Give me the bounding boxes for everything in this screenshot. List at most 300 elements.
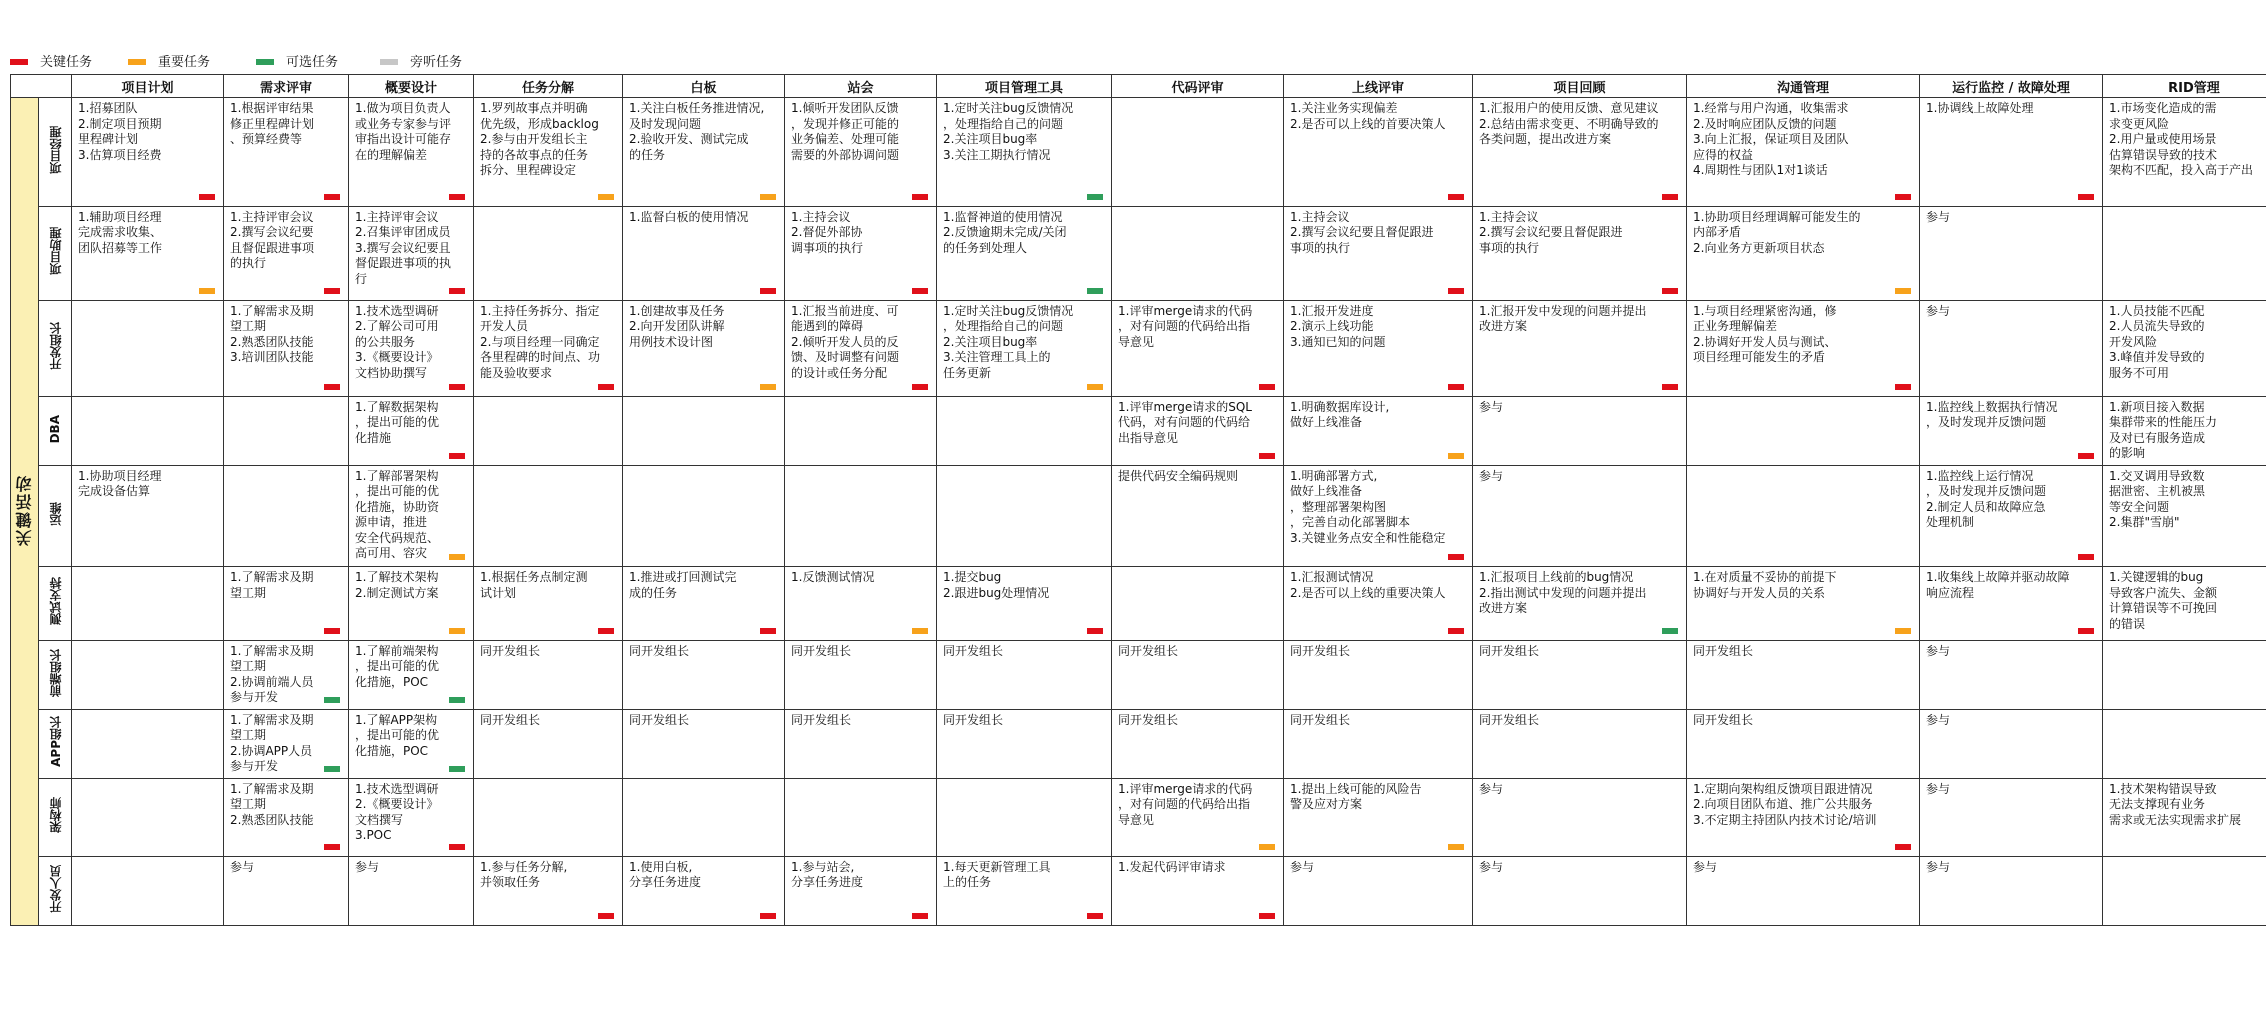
col-header-project-plan: 项目计划 <box>72 75 224 98</box>
task-tag-red <box>912 913 928 919</box>
cell-text <box>72 710 223 713</box>
cell-text <box>224 397 348 400</box>
cell-text: 1.监控线上运行情况 ，及时发现并反馈问题 2.制定人员和故障应急 处理机制 <box>1926 468 2047 530</box>
table-cell <box>72 206 224 300</box>
table-cell <box>2103 206 2266 300</box>
legend-swatch <box>380 59 398 65</box>
cell-text <box>785 466 936 469</box>
cell-text <box>72 567 223 570</box>
cell-text: 1.根据评审结果 修正里程碑计划 、预算经费等 <box>230 101 315 146</box>
task-tag-red <box>1259 913 1275 919</box>
cell-text: 参与 <box>1479 859 1504 874</box>
table-cell <box>1473 567 1687 640</box>
task-tag-red <box>1662 288 1678 294</box>
cell-text: 1.评审merge请求的代码 ，对有问题的代码给出指 导意见 <box>1118 781 1253 827</box>
task-tag-green <box>1087 288 1103 294</box>
row-header <box>39 709 72 778</box>
col-header-monitoring: 运行监控 / 故障处理 <box>1920 75 2103 98</box>
cell-text <box>1112 207 1283 210</box>
task-tag-red <box>1259 453 1275 459</box>
cell-text: 1.做为项目负责人 或业务专家参与评 审指出设计可能存 在的理解偏差 <box>355 101 452 162</box>
table-cell <box>349 98 474 207</box>
cell-text: 同开发组长 <box>480 712 541 727</box>
legend-swatch <box>10 59 28 65</box>
task-tag-red <box>1662 194 1678 200</box>
cell-text: 1.提交bug 2.跟进bug处理情况 <box>943 570 1050 600</box>
table-row <box>11 778 2266 856</box>
side-label: 关键活动 <box>15 473 34 546</box>
cell-text: 1.主持任务拆分、指定 开发人员 2.与项目经理一同确定 各里程碑的时间点、功 能及验收要求 <box>480 303 601 380</box>
table-cell <box>1920 465 2103 566</box>
table-cell <box>474 98 623 207</box>
cell-text: 参与 <box>1479 781 1504 796</box>
table-row <box>11 98 2266 207</box>
cell-text: 1.收集线上故障并驱动故障 响应流程 <box>1926 570 2070 600</box>
legend-label: 可选任务 <box>286 55 339 70</box>
cell-text: 同开发组长 <box>629 643 690 658</box>
task-tag-orange <box>598 194 614 200</box>
legend-label: 重要任务 <box>158 55 211 70</box>
table-cell <box>1920 567 2103 640</box>
table-cell <box>349 465 474 566</box>
table-cell <box>1284 567 1473 640</box>
cell-text <box>2103 641 2266 644</box>
row-label: 测试支持 <box>48 577 63 626</box>
cell-text: 1.汇报开发进度 2.演示上线功能 3.通知已知的问题 <box>1290 303 1386 349</box>
task-tag-red <box>912 384 928 390</box>
table-cell <box>349 206 474 300</box>
task-tag-red <box>912 194 928 200</box>
col-header-requirement-review: 需求评审 <box>224 75 349 98</box>
cell-text: 参与 <box>1693 859 1718 874</box>
cell-text: 1.了解需求及期 望工期 2.熟悉团队技能 <box>230 781 314 827</box>
cell-text: 1.推进或打回测试完 成的任务 <box>629 570 737 600</box>
row-header <box>39 567 72 640</box>
cell-text: 1.参与任务分解, 并领取任务 <box>480 859 568 890</box>
task-tag-red <box>449 288 465 294</box>
row-label: 架构师 <box>48 797 63 834</box>
cell-text: 1.协调线上故障处理 <box>1926 101 2034 115</box>
table-cell <box>785 856 937 925</box>
table-cell <box>785 567 937 640</box>
cell-text: 参与 <box>1479 468 1504 483</box>
task-tag-orange <box>760 194 776 200</box>
task-tag-red <box>324 194 340 200</box>
table-cell <box>1284 98 1473 207</box>
table-cell <box>1687 206 1920 300</box>
task-tag-red <box>449 194 465 200</box>
table-cell <box>72 465 224 566</box>
table-cell <box>224 396 349 465</box>
cell-text <box>72 779 223 782</box>
cell-text <box>72 397 223 400</box>
task-tag-red <box>760 628 776 634</box>
cell-text: 同开发组长 <box>1290 712 1351 727</box>
cell-text <box>224 466 348 469</box>
table-row <box>11 709 2266 778</box>
table-cell <box>1687 396 1920 465</box>
task-tag-red <box>2078 194 2094 200</box>
cell-text: 1.招募团队 2.制定项目预期 里程碑计划 3.估算项目经费 <box>78 101 162 162</box>
col-header-standup: 站会 <box>785 75 937 98</box>
cell-text: 1.汇报开发中发现的问题并提出 改进方案 <box>1479 303 1647 334</box>
table-cell <box>474 206 623 300</box>
cell-text: 1.了解技术架构 2.制定测试方案 <box>355 570 439 600</box>
cell-text <box>2103 710 2266 713</box>
row-label: 开发人员 <box>48 864 63 913</box>
cell-text: 1.主持会议 2.督促外部协 调事项的执行 <box>791 209 864 255</box>
row-header <box>39 778 72 856</box>
cell-text: 同开发组长 <box>1693 712 1754 727</box>
table-cell <box>224 640 349 709</box>
task-tag-green <box>1662 628 1678 634</box>
row-label: 运维 <box>48 502 63 527</box>
task-tag-red <box>1087 628 1103 634</box>
table-cell <box>1473 465 1687 566</box>
task-tag-green <box>324 766 340 772</box>
task-tag-red <box>449 453 465 459</box>
corner-cell <box>11 75 72 98</box>
table-cell <box>937 98 1112 207</box>
cell-text: 同开发组长 <box>1290 643 1351 658</box>
table-cell <box>623 567 785 640</box>
table-cell <box>1473 300 1687 396</box>
table-cell <box>474 300 623 396</box>
table-cell <box>1473 206 1687 300</box>
cell-text: 1.了解需求及期 望工期 <box>230 570 314 600</box>
task-tag-red <box>2078 628 2094 634</box>
col-header-whiteboard: 白板 <box>623 75 785 98</box>
table-cell <box>1112 709 1284 778</box>
table-cell <box>785 709 937 778</box>
cell-text: 1.在对质量不妥协的前提下 协调好与开发人员的关系 <box>1693 570 1837 600</box>
cell-text: 1.使用白板, 分享任务进度 <box>629 859 702 890</box>
table-cell <box>937 206 1112 300</box>
table-cell <box>937 567 1112 640</box>
cell-text: 1.监控线上数据执行情况 ，及时发现并反馈问题 <box>1926 399 2058 430</box>
table-cell <box>1284 206 1473 300</box>
col-header-pm-tool: 项目管理工具 <box>937 75 1112 98</box>
cell-text <box>474 466 622 469</box>
cell-text: 1.反馈测试情况 <box>791 570 875 585</box>
task-tag-red <box>1662 384 1678 390</box>
cell-text: 1.交叉调用导致数 据泄密、主机被黑 等安全问题 2.集群"雪崩" <box>2109 468 2206 530</box>
table-cell <box>1687 465 1920 566</box>
cell-text: 1.汇报用户的使用反馈、意见建议 2.总结由需求变更、不明确导致的 各类问题，提出改进方案 <box>1479 101 1659 146</box>
table-cell <box>2103 640 2266 709</box>
task-tag-orange <box>1895 288 1911 294</box>
task-tag-red <box>324 628 340 634</box>
table-cell <box>2103 778 2266 856</box>
task-tag-red <box>912 288 928 294</box>
table-cell <box>72 856 224 925</box>
task-tag-red <box>1448 194 1464 200</box>
table-cell <box>2103 856 2266 925</box>
row-header <box>39 206 72 300</box>
table-cell <box>474 709 623 778</box>
cell-text: 1.了解需求及期 望工期 2.协调APP人员 参与开发 <box>230 712 314 774</box>
table-cell <box>1284 709 1473 778</box>
task-tag-red <box>1448 554 1464 560</box>
table-cell <box>474 567 623 640</box>
table-cell <box>224 465 349 566</box>
table-cell <box>224 206 349 300</box>
table-cell <box>785 206 937 300</box>
table-cell <box>1920 300 2103 396</box>
table-cell <box>937 856 1112 925</box>
col-header-rid: RID管理 <box>2103 75 2266 98</box>
task-tag-red <box>1895 844 1911 850</box>
cell-text <box>1112 98 1283 101</box>
row-header <box>39 396 72 465</box>
cell-text: 1.主持会议 2.撰写会议纪要且督促跟进 事项的执行 <box>1479 209 1623 255</box>
table-cell <box>623 396 785 465</box>
col-header-retrospective: 项目回顾 <box>1473 75 1687 98</box>
cell-text: 参与 <box>1926 303 1951 318</box>
task-tag-orange <box>1448 453 1464 459</box>
table-cell <box>785 640 937 709</box>
table-cell <box>1473 396 1687 465</box>
cell-text: 参与 <box>355 859 380 874</box>
task-tag-orange <box>912 628 928 634</box>
table-cell <box>785 300 937 396</box>
table-cell <box>72 640 224 709</box>
table-cell <box>1920 640 2103 709</box>
cell-text: 1.每天更新管理工具 上的任务 <box>943 859 1051 890</box>
row-label: DBA <box>48 414 62 444</box>
cell-text: 1.了解需求及期 望工期 2.熟悉团队技能 3.培训团队技能 <box>230 303 314 365</box>
cell-text: 1.与项目经理紧密沟通，修 正业务理解偏差 2.协调好开发人员与测试、 项目经理可能发生的矛盾 <box>1693 303 1837 365</box>
cell-text <box>1687 397 1919 400</box>
task-tag-green <box>1087 194 1103 200</box>
cell-text: 1.人员技能不匹配 2.人员流失导致的 开发风险 3.峰值并发导致的 服务不可用 <box>2109 303 2205 380</box>
cell-text: 1.参与站会, 分享任务进度 <box>791 859 864 890</box>
table-cell <box>937 300 1112 396</box>
table-cell <box>1112 206 1284 300</box>
cell-text <box>785 779 936 782</box>
cell-text: 同开发组长 <box>1693 643 1754 658</box>
activity-matrix <box>10 74 2266 926</box>
task-tag-orange <box>449 554 465 560</box>
cell-text: 1.主持会议 2.撰写会议纪要且督促跟进 事项的执行 <box>1290 209 1434 255</box>
table-cell <box>1473 98 1687 207</box>
cell-text: 1.技术选型调研 2.了解公司可用 的公共服务 3.《概要设计》 文档协助撰写 <box>355 303 439 380</box>
table-cell <box>1112 300 1284 396</box>
cell-text: 1.发起代码评审请求 <box>1118 859 1226 874</box>
row-header <box>39 856 72 925</box>
table-cell <box>937 465 1112 566</box>
table-cell <box>2103 98 2266 207</box>
table-cell <box>72 98 224 207</box>
table-cell <box>1687 640 1920 709</box>
cell-text: 1.创建故事及任务 2.向开发团队讲解 用例技术设计图 <box>629 303 725 349</box>
col-header-communication: 沟通管理 <box>1687 75 1920 98</box>
cell-text: 1.协助项目经理调解可能发生的 内部矛盾 2.向业务方更新项目状态 <box>1693 209 1861 255</box>
cell-text: 1.了解数据架构 ，提出可能的优 化措施 <box>355 399 440 445</box>
table-cell <box>224 300 349 396</box>
table-cell <box>1112 640 1284 709</box>
legend-swatch <box>128 59 146 65</box>
cell-text: 1.了解前端架构 ，提出可能的优 化措施，POC <box>355 643 440 689</box>
cell-text: 1.监督白板的使用情况 <box>629 209 749 224</box>
cell-text: 1.定时关注bug反馈情况 ，处理指给自己的问题 2.关注项目bug率 3.关注管理工具上的 任务更新 <box>943 303 1074 380</box>
table-row <box>11 300 2266 396</box>
table-cell <box>349 396 474 465</box>
task-tag-orange <box>760 384 776 390</box>
cell-text: 1.监督神道的使用情况 2.反馈逾期未完成/关闭 的任务到处理人 <box>943 209 1067 255</box>
cell-text: 1.关注业务实现偏差 2.是否可以上线的首要决策人 <box>1290 101 1446 131</box>
col-header-outline-design: 概要设计 <box>349 75 474 98</box>
task-tag-green <box>324 697 340 703</box>
cell-text: 同开发组长 <box>480 643 541 658</box>
cell-text: 参与 <box>1926 209 1951 224</box>
cell-text: 1.倾听开发团队反馈 ，发现并修正可能的 业务偏差、处理可能 需要的外部协调问题 <box>791 101 900 162</box>
table-cell <box>1920 206 2103 300</box>
table-row <box>11 567 2266 640</box>
table-cell <box>1687 567 1920 640</box>
table-cell <box>474 778 623 856</box>
table-cell <box>349 709 474 778</box>
table-row <box>11 640 2266 709</box>
cell-text: 同开发组长 <box>943 643 1004 658</box>
task-tag-red <box>2078 554 2094 560</box>
table-cell <box>349 640 474 709</box>
cell-text: 1.了解需求及期 望工期 2.协调前端人员 参与开发 <box>230 643 314 705</box>
table-cell <box>623 709 785 778</box>
table-cell <box>623 465 785 566</box>
table-cell <box>1284 465 1473 566</box>
table-cell <box>1284 640 1473 709</box>
table-cell <box>937 778 1112 856</box>
cell-text <box>474 207 622 210</box>
cell-text: 1.辅助项目经理 完成需求收集、 团队招募等工作 <box>78 209 163 255</box>
table-cell <box>2103 465 2266 566</box>
table-cell <box>2103 709 2266 778</box>
table-cell <box>1920 856 2103 925</box>
table-cell <box>474 640 623 709</box>
cell-text: 1.市场变化造成的需 求变更风险 2.用户量或使用场景 估算错误导致的技术 架构不匹配，投入高于产出 <box>2109 101 2254 177</box>
task-tag-red <box>1087 913 1103 919</box>
table-cell <box>224 567 349 640</box>
task-tag-orange <box>449 628 465 634</box>
cell-text: 1.定时关注bug反馈情况 ，处理指给自己的问题 2.关注项目bug率 3.关注工期执行情况 <box>943 101 1074 162</box>
table-cell <box>1687 98 1920 207</box>
table-cell <box>72 567 224 640</box>
cell-text <box>474 397 622 400</box>
table-cell <box>72 300 224 396</box>
legend-swatch <box>256 59 274 65</box>
task-tag-red <box>324 384 340 390</box>
cell-text: 1.明确部署方式, 做好上线准备 ，整理部署架构图 ，完善自动化部署脚本 3.关键业务点安全和性能稳定 <box>1290 468 1446 545</box>
table-cell <box>1284 778 1473 856</box>
table-cell <box>1112 778 1284 856</box>
row-header <box>39 465 72 566</box>
table-cell <box>785 778 937 856</box>
row-label: 项目经理 <box>48 125 63 174</box>
table-cell <box>937 396 1112 465</box>
table-cell <box>937 709 1112 778</box>
legend-label: 旁听任务 <box>410 55 463 70</box>
table-cell <box>1112 465 1284 566</box>
cell-text: 1.罗列故事点并明确 优先级，形成backlog 2.参与由开发组长主 持的各故事点的任务 拆分、里程碑设定 <box>480 101 599 177</box>
cell-text: 1.评审merge请求的SQL 代码，对有问题的代码给 出指导意见 <box>1118 399 1252 445</box>
cell-text: 同开发组长 <box>629 712 690 727</box>
task-tag-orange <box>1448 844 1464 850</box>
table-cell <box>72 778 224 856</box>
table-cell <box>474 396 623 465</box>
cell-text: 参与 <box>1926 859 1951 874</box>
cell-text <box>937 779 1111 782</box>
row-header <box>39 300 72 396</box>
row-header <box>39 640 72 709</box>
task-tag-green <box>449 766 465 772</box>
task-tag-red <box>449 844 465 850</box>
table-cell <box>1687 300 1920 396</box>
task-tag-red <box>1259 384 1275 390</box>
cell-text: 1.关键逻辑的bug 导致客户流失、金额 计算错误等不可挽回 的错误 <box>2109 570 2218 631</box>
row-label: 项目助理 <box>48 227 63 276</box>
row-header <box>39 98 72 207</box>
table-cell <box>1687 709 1920 778</box>
table-cell <box>349 778 474 856</box>
table-cell <box>1112 98 1284 207</box>
task-tag-orange <box>1259 844 1275 850</box>
task-tag-green <box>449 697 465 703</box>
table-row <box>11 206 2266 300</box>
task-tag-red <box>760 288 776 294</box>
table-cell <box>1920 396 2103 465</box>
cell-text <box>937 397 1111 400</box>
cell-text: 1.提出上线可能的风险告 警及应对方案 <box>1290 781 1422 812</box>
cell-text: 1.了解APP架构 ，提出可能的优 化措施，POC <box>355 712 440 758</box>
table-cell <box>1920 98 2103 207</box>
table-cell <box>1473 778 1687 856</box>
cell-text: 参与 <box>1926 643 1951 658</box>
task-tag-red <box>1448 288 1464 294</box>
cell-text <box>2103 857 2266 860</box>
table-row <box>11 465 2266 566</box>
cell-text: 同开发组长 <box>791 643 852 658</box>
cell-text: 1.关注白板任务推进情况, 及时发现问题 2.验收开发、测试完成 的任务 <box>629 101 765 162</box>
table-cell <box>1920 778 2103 856</box>
cell-text: 1.经常与用户沟通，收集需求 2.及时响应团队反馈的问题 3.向上汇报，保证项目及团队 应得的权益 4.周期性与团队1对1谈话 <box>1693 101 1849 177</box>
cell-text: 1.主持评审会议 2.撰写会议纪要 且督促跟进事项 的执行 <box>230 209 315 271</box>
table-cell <box>2103 567 2266 640</box>
task-tag-orange <box>1895 628 1911 634</box>
table-cell <box>1112 567 1284 640</box>
cell-text: 同开发组长 <box>1479 643 1540 658</box>
task-tag-red <box>1448 384 1464 390</box>
row-label: 前端组长 <box>48 648 63 697</box>
table-row <box>11 396 2266 465</box>
table-cell <box>72 396 224 465</box>
table-cell <box>1112 856 1284 925</box>
table-cell <box>1473 640 1687 709</box>
table-cell <box>1920 709 2103 778</box>
cell-text: 1.明确数据库设计, 做好上线准备 <box>1290 399 1390 430</box>
table-cell <box>474 465 623 566</box>
table-cell <box>72 709 224 778</box>
col-header-release-review: 上线评审 <box>1284 75 1473 98</box>
task-tag-red <box>1448 628 1464 634</box>
table-cell <box>623 856 785 925</box>
cell-text: 1.汇报项目上线前的bug情况 2.指出测试中发现的问题并提出 改进方案 <box>1479 570 1647 616</box>
table-cell <box>349 567 474 640</box>
cell-text <box>1687 466 1919 469</box>
cell-text: 1.汇报当前进度、可 能遇到的障碍 2.倾听开发人员的反 馈、及时调整有问题 的设计或任务分配 <box>791 303 900 380</box>
table-cell <box>224 856 349 925</box>
table-cell <box>224 98 349 207</box>
